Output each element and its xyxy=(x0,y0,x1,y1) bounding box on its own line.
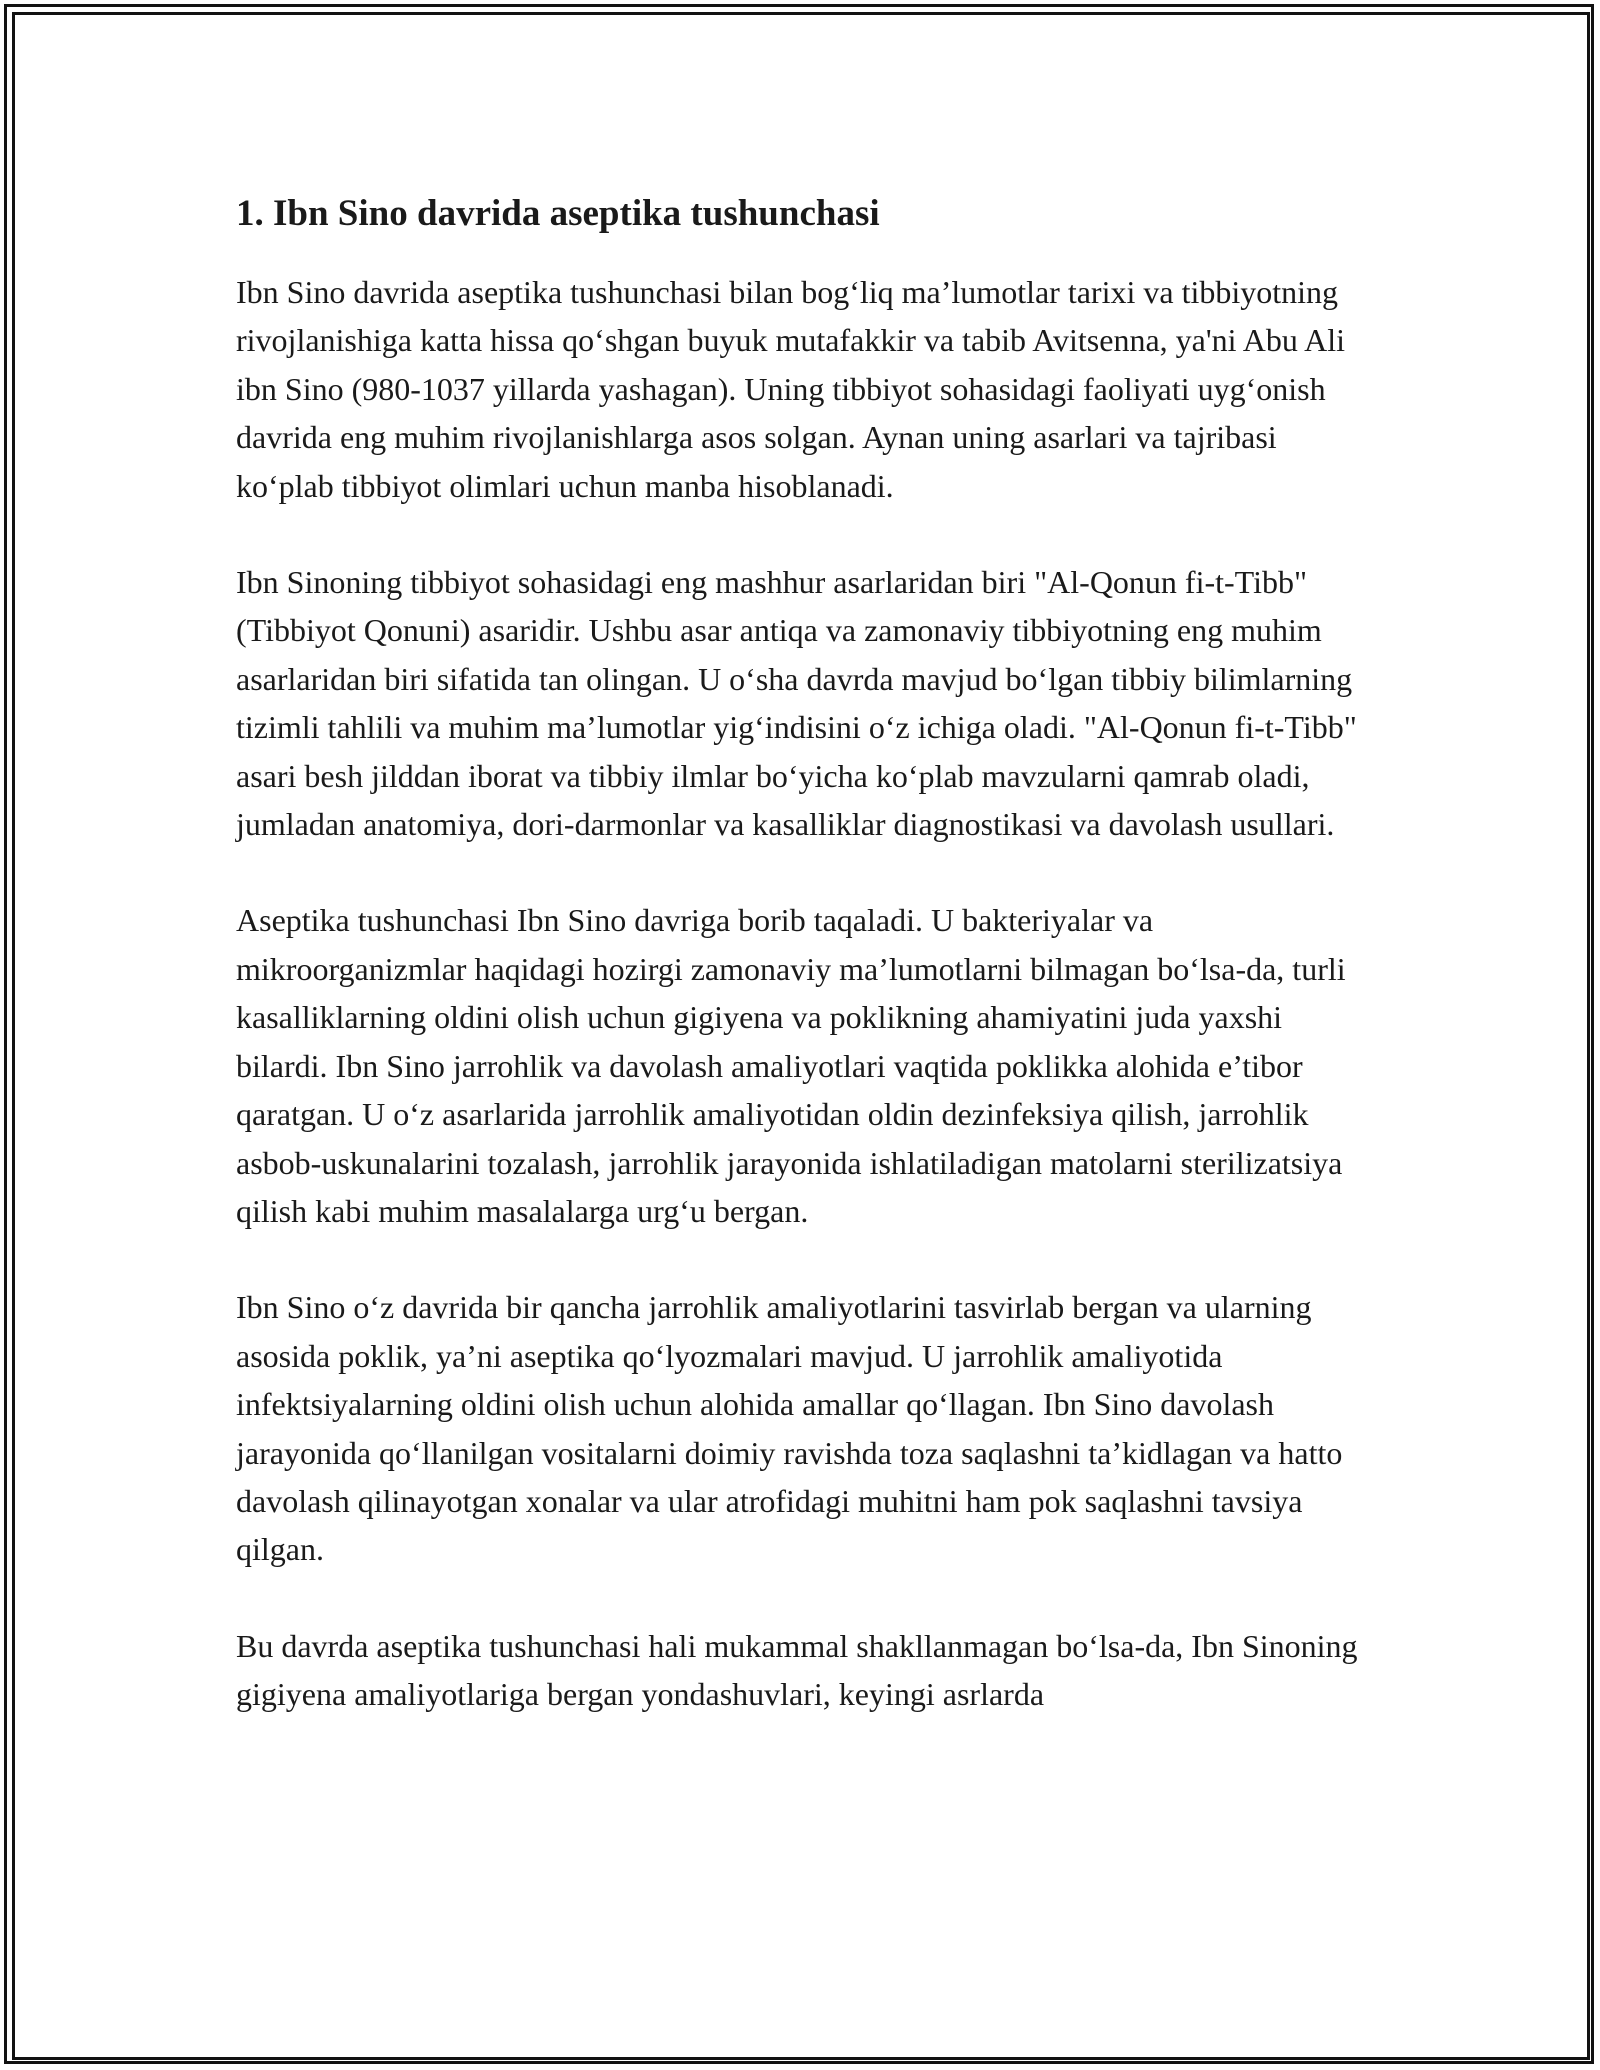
paragraph: Ibn Sino davrida aseptika tushunchasi bilan bog‘liq ma’lumotlar tarixi va tibbiyotning rivojlanishiga katta hissa qo‘shgan buyuk mutafakkir va tabib Avitsenna, ya'ni Abu Ali ibn Sino (980-1037 yillarda yashagan). Uning tibbiyot sohasidagi faoliyati uyg‘onish davrida eng muhim rivojlanishlarga asos solgan. Aynan uning asarlari va tajribasi ko‘plab tibbiyot olimlari uchun manba hisoblanadi. xyxy=(236,274,1345,504)
section-heading: 1. Ibn Sino davrida aseptika tushunchasi xyxy=(236,193,880,234)
paragraph: Aseptika tushunchasi Ibn Sino davriga borib taqaladi. U bakteriyalar va mikroorganizmlar haqidagi hozirgi zamonaviy ma’lumotlarni bilmagan bo‘lsa-da, turli kasalliklarning oldini olish uchun gigiyena va poklikning ahamiyatini juda yaxshi bilardi. Ibn Sino jarrohlik va davolash amaliyotlari vaqtida poklikka alohida e’tibor qaratgan. U o‘z asarlarida jarrohlik amaliyotidan oldin dezinfeksiya qilish, jarrohlik asbob-uskunalarini tozalash, jarrohlik jarayonida ishlatiladigan matolarni sterilizatsiya qilish kabi muhim masalalarga urg‘u bergan. xyxy=(236,902,1346,1229)
paragraph: Bu davrda aseptika tushunchasi hali mukammal shakllanmagan bo‘lsa-da, Ibn Sinoning gigiyena amaliyotlariga bergan yondashuvlari, keyingi asrlarda xyxy=(236,1627,1358,1713)
paragraph: Ibn Sino o‘z davrida bir qancha jarrohlik amaliyotlarini tasvirlab bergan va ularning asosida poklik, ya’ni aseptika qo‘lyozmalari mavjud. U jarrohlik amaliyotida infektsiyalarning oldini olish uchun alohida amallar qo‘llagan. Ibn Sino davolash jarayonida qo‘llanilgan vositalarni doimiy ravishda toza saqlashni ta’kidlagan va hatto davolash qilinayotgan xonalar va ular atrofidagi muhitni ham pok saqlashni tavsiya qilgan. xyxy=(236,1289,1343,1568)
document-body xyxy=(236,188,1376,1767)
paragraph: Ibn Sinoning tibbiyot sohasidagi eng mashhur asarlaridan biri "Al-Qonun fi-t-Tibb" (Tibbiyot Qonuni) asaridir. Ushbu asar antiqa va zamonaviy tibbiyotning eng muhim asarlaridan biri sifatida tan olingan. U o‘sha davrda mavjud bo‘lgan tibbiy bilimlarning tizimli tahlili va muhim ma’lumotlar yig‘indisini o‘z ichiga oladi. "Al-Qonun fi-t-Tibb" asari besh jilddan iborat va tibbiy ilmlar bo‘yicha ko‘plab mavzularni qamrab oladi, jumladan anatomiya, dori-darmonlar va kasalliklar diagnostikasi va davolash usullari. xyxy=(236,564,1357,843)
